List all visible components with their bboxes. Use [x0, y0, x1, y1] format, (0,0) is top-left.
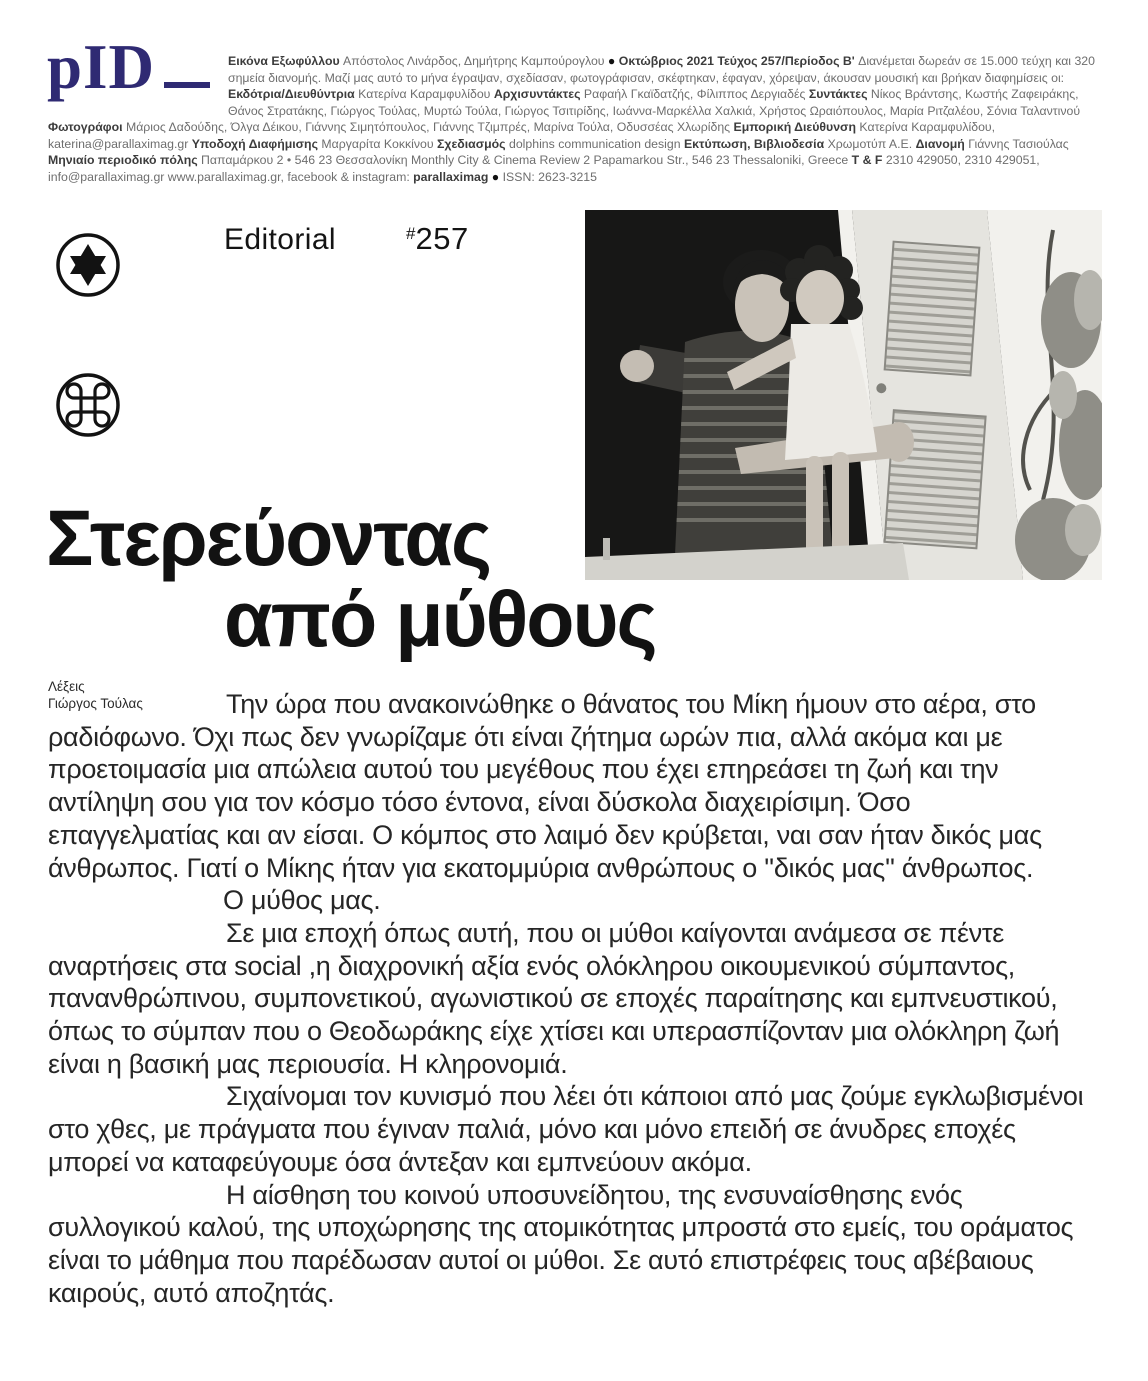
issue-hash: # — [406, 224, 416, 243]
issue-number — [406, 221, 469, 257]
star-icon — [55, 232, 121, 298]
headline-line2: από μύθους — [224, 574, 656, 663]
byline-author: Γιώργος Τούλας — [48, 696, 143, 711]
cover-photo — [585, 210, 1102, 580]
section-title: Editorial — [224, 223, 336, 256]
article-paragraph: Σε μια εποχή όπως αυτή, που οι μύθοι καίγονται ανάμεσα σε πέντε αναρτήσεις στα social ,η διαχρονική αξία ενός ολόκληρου οικουμενικού σύμπαντος, πανανθρώπινου, συμπονετικού, αγωνιστικού σε εποχές παραίτησης και εμπνευστικού, όπως το σύμπαν που ο Θεοδωράκης είχε χτίσει και υπερασπίζονταν μια ολόκληρη ζωή είναι η βασική μας περιουσία. Η κληρονομιά. — [48, 917, 1060, 1079]
article-headline — [46, 493, 656, 663]
article-paragraph: Η αίσθηση του κοινού υποσυνείδητου, της ενσυναίσθησης ενός συλλογικού καλού, της υποχώρησης της ατομικότητας μπροστά στο εμείς, του οράματος είναι το μάθημα που παρέδωσαν αυτοί οι μύθοι. Σε αυτό επιστρέφεις τους αβέβαιους καιρούς, αυτό αποζητάς. — [48, 1179, 1074, 1308]
magazine-logo: pID — [47, 32, 156, 102]
article-paragraph: Σιχαίνομαι τον κυνισμό που λέει ότι κάποιοι από μας ζούμε εγκλωβισμένοι στο χθες, με πράγματα που έγιναν παλιά, μόνο και μόνο επειδή σε άνυδρες εποχές μπορεί να καταφεύγουμε όσα άντεξαν και εμπνεύουν ακόμα. — [48, 1081, 1084, 1177]
byline-label: Λέξεις — [48, 679, 85, 694]
masthead-credits: Εικόνα Εξωφύλλου Απόστολος Λινάρδος, Δημήτρης Καμπούρογλου ● Οκτώβριος 2021 Τεύχος 257/Περίοδος Β' Διανέμεται δωρεάν σε 15.000 τεύχη και 320 σημεία διανομής. Μαζί μας αυτό το μήνα έγραψαν, σχεδίασαν, φωτογράφισαν, σκέφτηκαν, έφαγαν, χόρεψαν, άκουσαν μουσική και βρήκαν διαφημίσεις οι: Εκδότρια/Διευθύντρια Κατερίνα Καραμφυλίδου Αρχισυντάκτες Ραφαήλ Γκαϊδατζής, Φίλιππος Δεργιαδές Συντάκτες Νίκος Βράντσης, Κωστής Ζαφειράκης, Θάνος Στρατάκης, Γιώργος Τούλας, Μυρτώ Τούλα, Γιώργος Τσιτιρίδης, Ιωάννα-Μαρκέλλα Χαλκιά, Χρήστος Ωραιόπουλος, Μαρία Ριτζαλέου, Σόνια Ταλαντινού Φωτογράφοι Μάριος Δαδούδης, Όλγα Δέικου, Γιάννης Σιμητόπουλος, Γιάννης Τζιμπρές, Μαρίνα Τούλα, Οδυσσέας Χλωρίδης Εμπορική Διεύθυνση Κατερίνα Καραμφυλίδου, katerina@parallaximag.gr Υποδοχή Διαφήμισης Μαργαρίτα Κοκκίνου Σχεδιασμός dolphins communication design Εκτύπωση, Βιβλιοδεσία Χρωμοτύπ Α.Ε. Διανομή Γιάννης Τασιούλας Μηνιαίο περιοδικό πόλης Παπαμάρκου 2 • 546 23 Θεσσαλονίκη Monthly City & Cinema Review 2 Papamarkou Str., 546 23 Thessaloniki, Greece T & F 2310 429050, 2310 429051, info@parallaximag.gr www.parallaximag.gr, facebook & instagram: parallaximag ● ISSN: 2623-3215 — [48, 54, 1095, 184]
masthead-logo-spacer — [48, 53, 228, 103]
article-body — [48, 688, 1088, 1309]
headline-line1: Στερεύοντας — [46, 493, 491, 582]
issue-num: 257 — [415, 221, 469, 256]
command-icon — [55, 372, 121, 438]
article-paragraph: Την ώρα που ανακοινώθηκε ο θάνατος του Μίκη ήμουν στο αέρα, στο ραδιόφωνο. Όχι πως δεν γνωρίζαμε ότι είναι ζήτημα ωρών πια, αλλά ακόμα και με προετοιμασία μια απώλεια αυτού του μεγέθους που έχει επηρεάσει τη ζωή και την αντίληψη σου για τον κόσμο τόσο έντονα, είναι δύσκολα διαχειρίσιμη. Όσο επαγγελματίας και αν είσαι. Ο κόμπος στο λαιμό δεν κρύβεται, ναι σαν ήταν δικός μας άνθρωπος. Γιατί ο Μίκης ήταν για εκατομμύρια ανθρώπους ο ''δικός μας'' άνθρωπος.Ο μύθος μας. — [48, 689, 1042, 916]
